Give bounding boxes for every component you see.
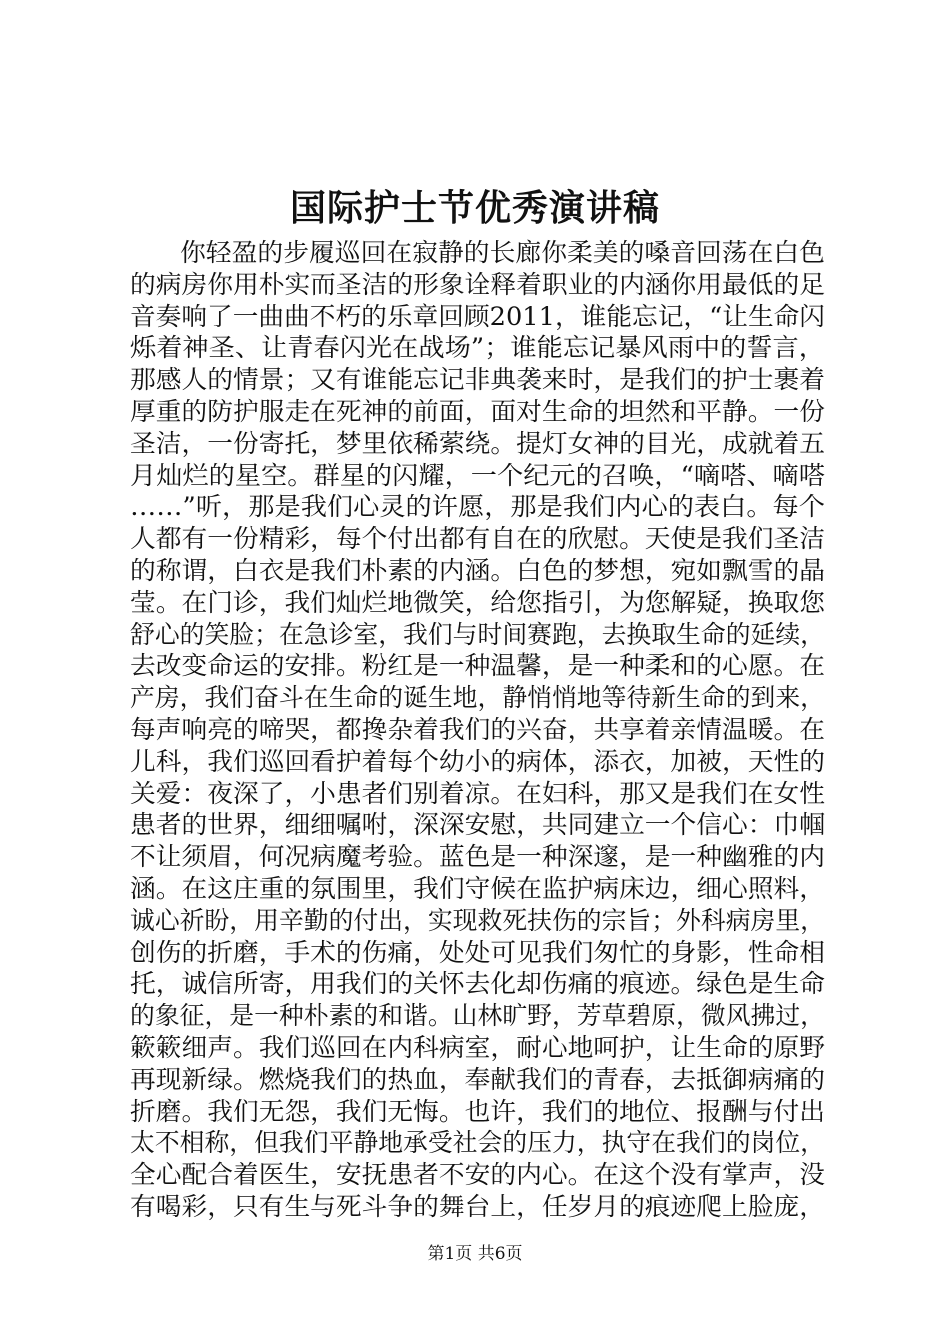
text-line: 圣洁，一份寄托，梦里依稀萦绕。提灯女神的目光，成就着五 (130, 428, 825, 458)
text-line: 涵。在这庄重的氛围里，我们守候在监护病床边，细心照料， (130, 873, 825, 903)
text-line: 患者的世界，细细嘱咐，深深安慰，共同建立一个信心：巾帼 (130, 810, 825, 840)
text-line: 产房，我们奋斗在生命的诞生地，静悄悄地等待新生命的到来， (130, 683, 825, 713)
text-line: 月灿烂的星空。群星的闪耀，一个纪元的召唤，“嘀嗒、嘀嗒 (130, 460, 825, 490)
document-title: 国际护士节优秀演讲稿 (289, 188, 660, 229)
text-line: 关爱：夜深了，小患者们别着凉。在妇科，那又是我们在女性 (130, 778, 825, 808)
text-line: 有喝彩，只有生与死斗争的舞台上，任岁月的痕迹爬上脸庞， (130, 1191, 825, 1221)
text-line: 全心配合着医生，安抚患者不安的内心。在这个没有掌声，没 (130, 1160, 825, 1190)
text-line: 托，诚信所寄，用我们的关怀去化却伤痛的痕迹。绿色是生命 (130, 969, 825, 999)
text-line: 折磨。我们无怨，我们无悔。也许，我们的地位、报酬与付出 (130, 1096, 825, 1126)
page-footer: 第1页 共6页 (427, 1244, 523, 1264)
text-line: 创伤的折磨，手术的伤痛，处处可见我们匆忙的身影，性命相 (130, 937, 825, 967)
text-line: 人都有一份精彩，每个付出都有自在的欣慰。天使是我们圣洁 (130, 524, 825, 554)
text-line: 的象征，是一种朴素的和谐。山林旷野，芳草碧原，微风拂过， (130, 1001, 825, 1031)
text-line: 簌簌细声。我们巡回在内科病室，耐心地呵护，让生命的原野 (130, 1032, 825, 1062)
text-line: 不让须眉，何况病魔考验。蓝色是一种深邃，是一种幽雅的内 (130, 842, 825, 872)
text-line: 你轻盈的步履巡回在寂静的长廊你柔美的嗓音回荡在白色 (180, 238, 825, 267)
text-line: 音奏响了一曲曲不朽的乐章回顾2011，谁能忘记，“让生命闪 (130, 301, 825, 331)
text-line: 太不相称，但我们平静地承受社会的压力，执守在我们的岗位， (130, 1128, 825, 1158)
text-line: 再现新绿。燃烧我们的热血，奉献我们的青春，去抵御病痛的 (130, 1064, 825, 1094)
text-line: 莹。在门诊，我们灿烂地微笑，给您指引，为您解疑，换取您 (130, 587, 825, 617)
text-line: 的称谓，白衣是我们朴素的内涵。白色的梦想，宛如飘雪的晶 (130, 555, 825, 585)
text-line: 厚重的防护服走在死神的前面，面对生命的坦然和平静。一份 (130, 396, 825, 426)
text-line: 诚心祈盼，用辛勤的付出，实现救死扶伤的宗旨；外科病房里， (130, 905, 825, 935)
text-line: 去改变命运的安排。粉红是一种温馨，是一种柔和的心愿。在 (130, 651, 825, 681)
text-line: 的病房你用朴实而圣洁的形象诠释着职业的内涵你用最低的足 (130, 269, 825, 299)
text-line: 每声响亮的啼哭，都搀杂着我们的兴奋，共享着亲情温暖。在 (130, 714, 825, 744)
text-line: 舒心的笑脸；在急诊室，我们与时间赛跑，去换取生命的延续， (130, 619, 825, 649)
text-line: ……”听，那是我们心灵的许愿，那是我们内心的表白。每个 (130, 492, 825, 522)
body-paragraph (130, 237, 825, 1223)
text-line: 那感人的情景；又有谁能忘记非典袭来时，是我们的护士裹着 (130, 365, 825, 395)
text-line: 烁着神圣、让青春闪光在战场”；谁能忘记暴风雨中的誓言， (130, 333, 825, 363)
text-line: 儿科，我们巡回看护着每个幼小的病体，添衣，加被，天性的 (130, 746, 825, 776)
